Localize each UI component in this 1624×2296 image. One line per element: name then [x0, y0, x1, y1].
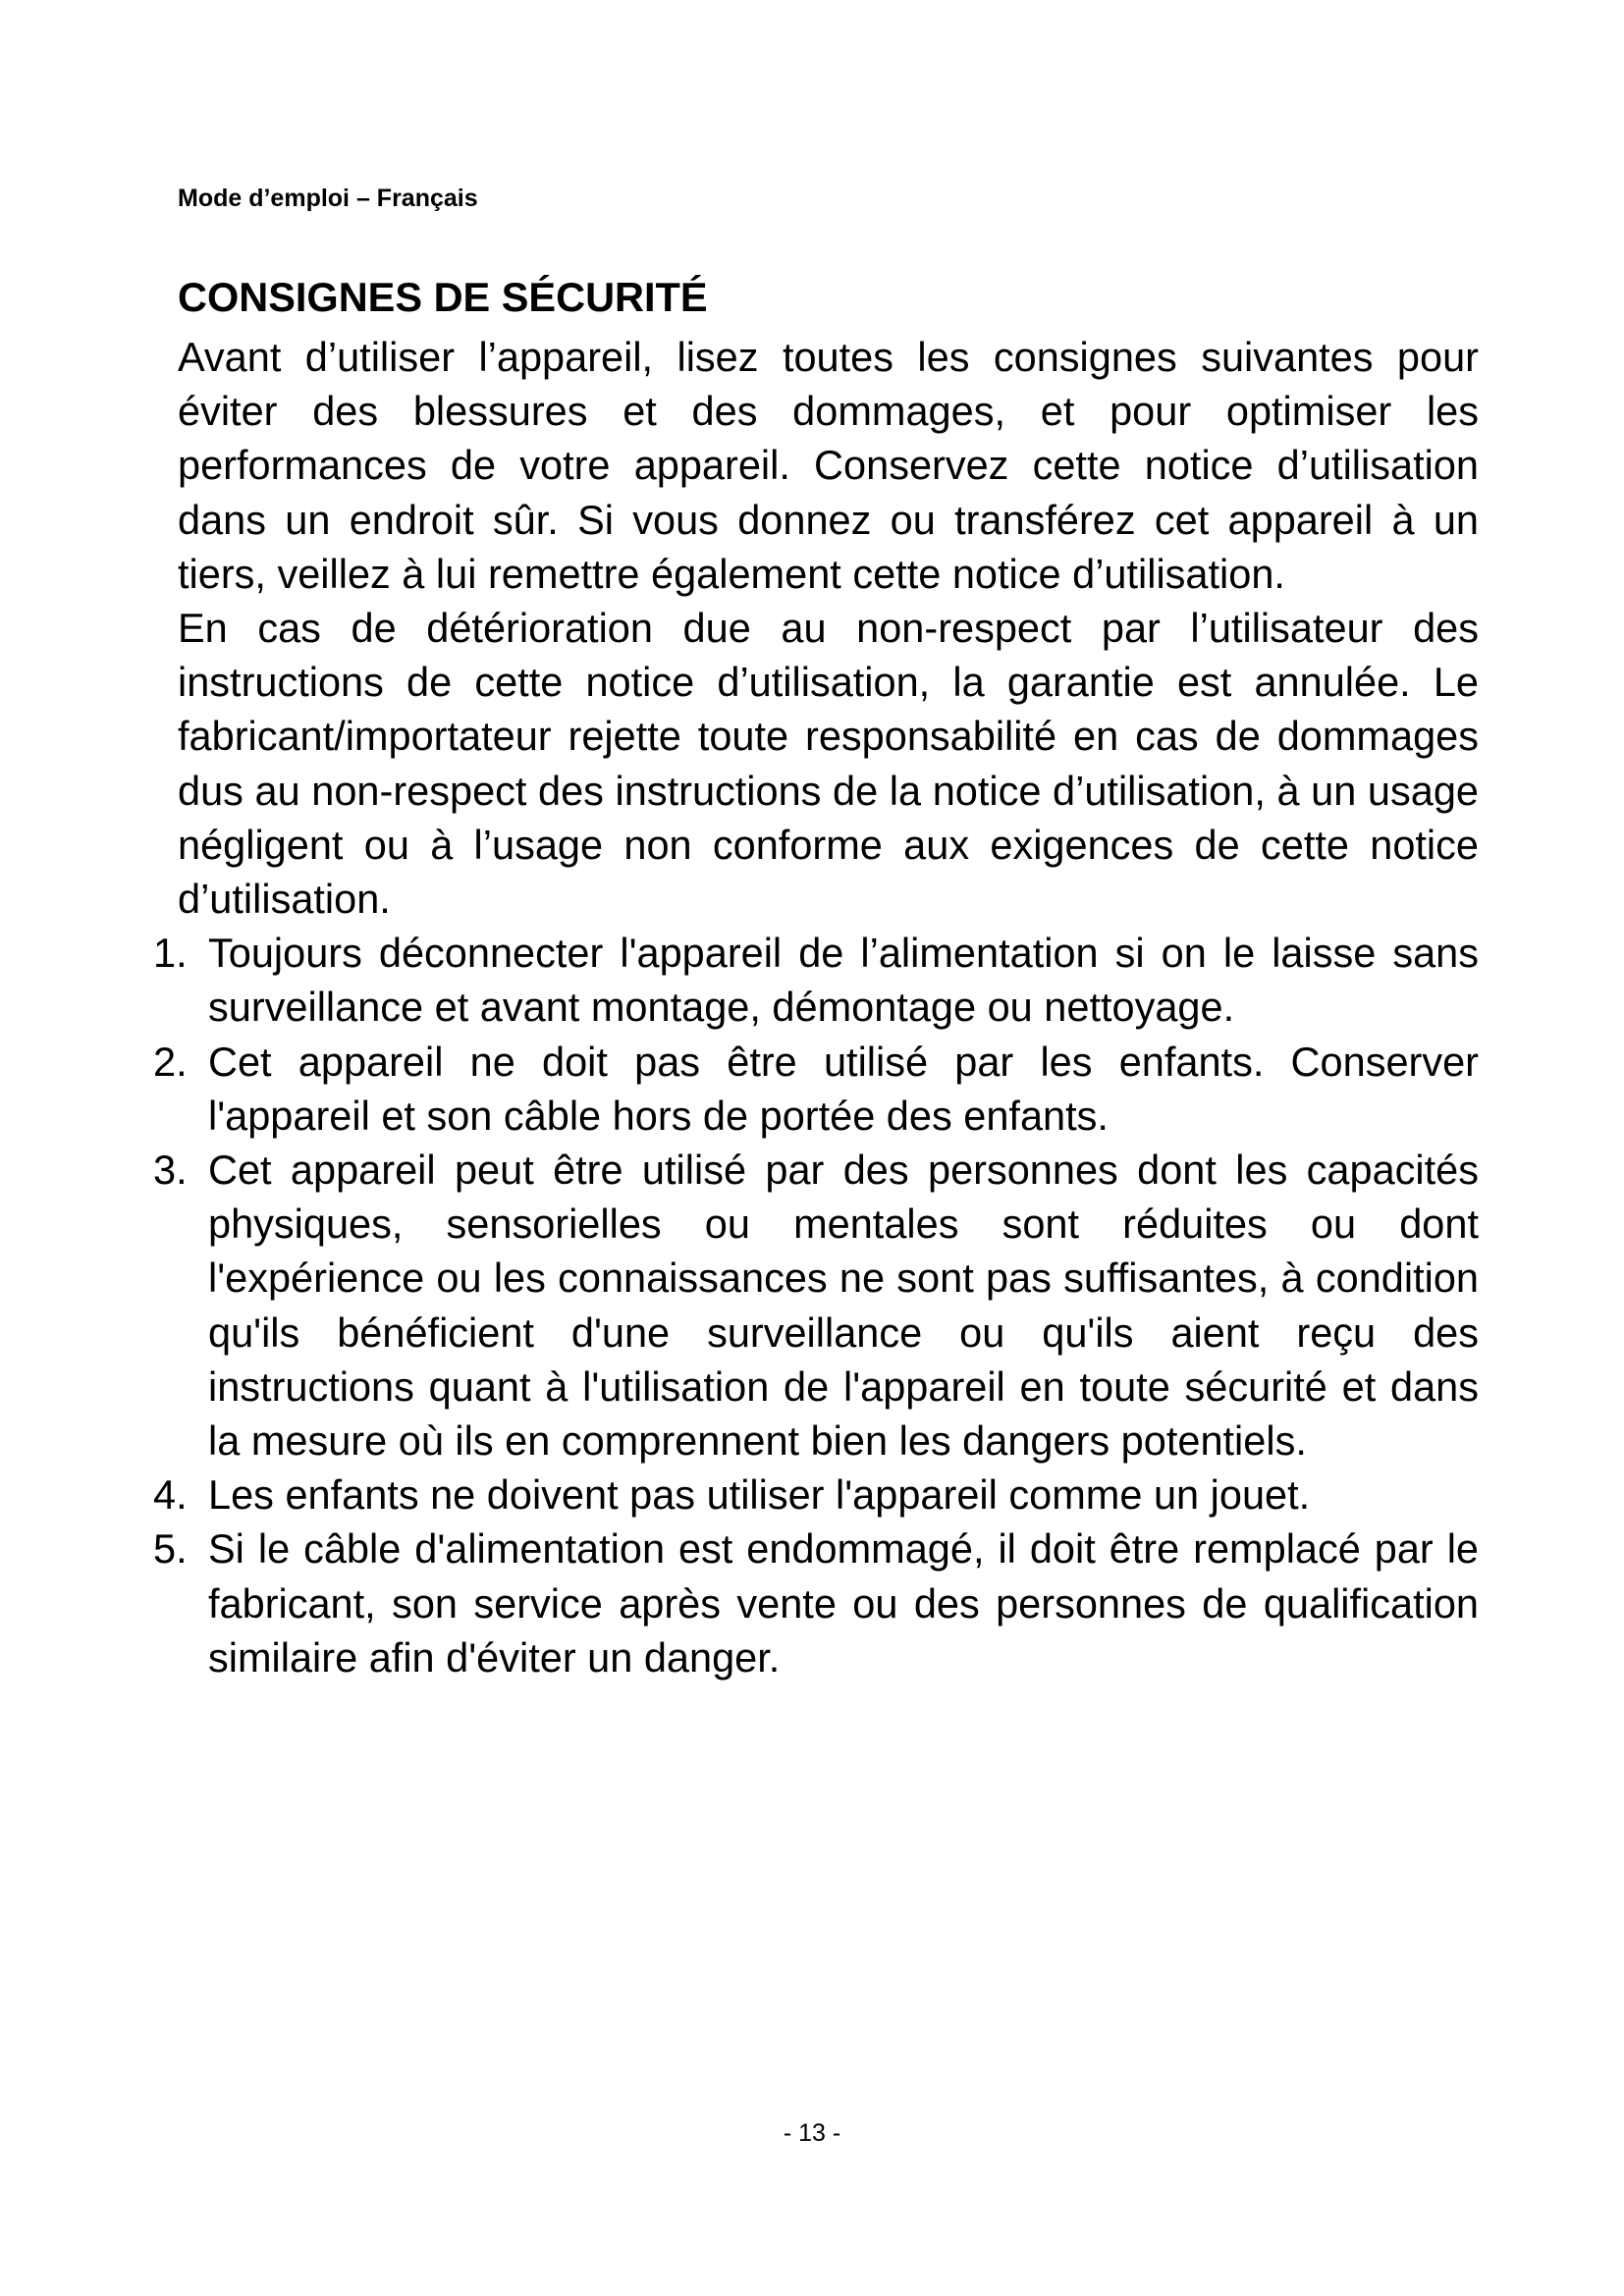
safety-section — [153, 265, 1479, 1684]
list-item-text: Cet appareil peut être utilisé par des personnes dont les capacités physiques, sensorielles ou mentales sont réduites ou dont l'expérience ou les connaissances ne sont pas suffisantes, à condition qu'ils bénéficient d'une surveillance ou qu'ils aient reçu des instructions quant à l'utilisation de l'appareil en toute sécurité et dans la mesure où ils en comprennent bien les dangers potentiels. — [208, 1147, 1479, 1465]
list-item — [153, 1143, 1479, 1468]
list-item-number: 5. — [153, 1525, 188, 1573]
list-item-number: 2. — [153, 1038, 188, 1085]
page-number: - 13 - — [783, 2119, 841, 2147]
list-item-text: Cet appareil ne doit pas être utilisé par les enfants. Conserver l'appareil et son câble hors de portée des enfants. — [208, 1038, 1479, 1139]
list-item-text: Si le câble d'alimentation est endommagé, il doit être remplacé par le fabricant, son service après vente ou des personnes de qualification similaire afin d'éviter un danger. — [208, 1525, 1479, 1681]
list-item-text: Toujours déconnecter l'appareil de l’alimentation si on le laisse sans surveillance et avant montage, démontage ou nettoyage. — [208, 930, 1479, 1031]
list-item — [153, 1468, 1479, 1522]
list-item-text: Les enfants ne doivent pas utiliser l'appareil comme un jouet. — [208, 1471, 1311, 1519]
intro-paragraph: Avant d’utiliser l’appareil, lisez toutes les consignes suivantes pour éviter des blessures et des dommages, et pour optimiser les performances de votre appareil. Conservez cette notice d’utilisation dans un endroit sûr. Si vous donnez ou transférez cet appareil à un tiers, veillez à lui remettre également cette notice d’utilisation. — [178, 334, 1479, 597]
list-item — [153, 1035, 1479, 1143]
list-item-number: 3. — [153, 1147, 188, 1194]
section-title: CONSIGNES DE SÉCURITÉ — [178, 274, 708, 320]
list-item — [153, 926, 1479, 1034]
list-item-number: 4. — [153, 1471, 188, 1519]
list-item — [153, 1522, 1479, 1684]
warranty-paragraph: En cas de détérioration due au non-respect par l’utilisateur des instructions de cette notice d’utilisation, la garantie est annulée. Le fabricant/importateur rejette toute responsabilité en cas de dommages dus au non-respect des instructions de la notice d’utilisation, à un usage négligent ou à l’usage non conforme aux exigences de cette notice d’utilisation. — [178, 605, 1479, 923]
list-item-number: 1. — [153, 930, 188, 977]
document-header-label: Mode d’emploi – Français — [178, 185, 478, 212]
safety-instructions-list — [153, 926, 1479, 1684]
